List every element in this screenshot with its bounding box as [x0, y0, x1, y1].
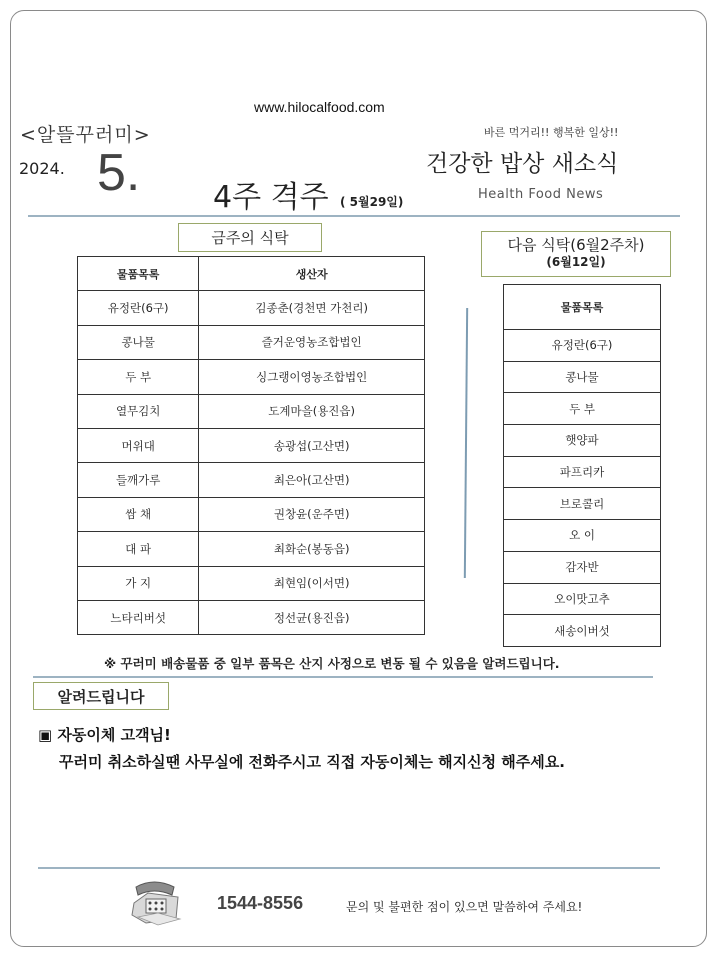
- this-week-table: [77, 256, 425, 635]
- table-row: [78, 497, 425, 531]
- next-week-date: (6월12일): [546, 255, 606, 269]
- table-header-row: [78, 257, 425, 291]
- item-cell: 느타리버섯: [78, 600, 199, 634]
- this-week-title: [178, 223, 322, 252]
- this-week-title-text: 금주의 식탁: [211, 229, 289, 247]
- producer-cell: 싱그랭이영농조합법인: [199, 360, 425, 394]
- slogan: 바른 먹거리!! 행복한 일상!!: [484, 126, 619, 139]
- item-cell: 콩나물: [504, 361, 661, 393]
- issue-date: ( 5월29일): [340, 195, 404, 209]
- item-cell: 브로콜리: [504, 488, 661, 520]
- brand-name: <알뜰꾸러미>: [20, 124, 151, 146]
- issue-month: 5.: [97, 144, 141, 202]
- producer-cell: 정선균(용진읍): [199, 600, 425, 634]
- table-row: [78, 463, 425, 497]
- table-row: [78, 600, 425, 634]
- table-row: [504, 520, 661, 552]
- item-cell: 대 파: [78, 532, 199, 566]
- column-header-producer: 생산자: [199, 257, 425, 291]
- producer-cell: 즐거운영농조합법인: [199, 325, 425, 359]
- contact-text: 문의 및 불편한 점이 있으면 말씀하여 주세요!: [346, 900, 583, 914]
- alert-message-heading: ▣ 자동이체 고객님!: [38, 726, 171, 744]
- table-row: [78, 360, 425, 394]
- item-cell: 오이맛고추: [504, 583, 661, 615]
- item-cell: 들깨가루: [78, 463, 199, 497]
- table-row: [78, 291, 425, 325]
- phone-number[interactable]: 1544-8556: [217, 893, 304, 913]
- item-cell: 감자반: [504, 551, 661, 583]
- next-week-table: [503, 284, 661, 647]
- next-week-title-text: 다음 식탁(6월2주차): [507, 236, 645, 254]
- footer-divider: [38, 867, 660, 869]
- table-row: [78, 532, 425, 566]
- producer-cell: 최화순(봉동읍): [199, 532, 425, 566]
- issue-week: 4주 격주: [213, 180, 329, 215]
- alert-message-body: 꾸러미 취소하실땐 사무실에 전화주시고 직접 자동이체는 해지신청 해주세요.: [59, 753, 565, 771]
- table-row: [504, 488, 661, 520]
- table-row: [504, 330, 661, 362]
- item-cell: 파프리카: [504, 456, 661, 488]
- item-cell: 가 지: [78, 566, 199, 600]
- producer-cell: 도계마을(용진읍): [199, 394, 425, 428]
- column-header-items: 물품목록: [78, 257, 199, 291]
- table-row: [78, 394, 425, 428]
- table-row: [78, 428, 425, 462]
- item-cell: 쌈 채: [78, 497, 199, 531]
- item-cell: 새송이버섯: [504, 615, 661, 647]
- table-row: [78, 566, 425, 600]
- notice-divider: [33, 676, 653, 678]
- issue-year: 2024.: [19, 159, 65, 178]
- item-cell: 오 이: [504, 520, 661, 552]
- producer-cell: 송광섭(고산면): [199, 428, 425, 462]
- item-cell: 열무김치: [78, 394, 199, 428]
- table-row: [78, 325, 425, 359]
- table-row: [504, 615, 661, 647]
- column-header-items: 물품목록: [504, 285, 661, 330]
- header-divider: [28, 215, 680, 217]
- table-row: [504, 551, 661, 583]
- item-cell: 두 부: [78, 360, 199, 394]
- table-row: [504, 393, 661, 425]
- table-row: [504, 456, 661, 488]
- item-cell: 유정란(6구): [504, 330, 661, 362]
- table-row: [504, 583, 661, 615]
- producer-cell: 권창윤(운주면): [199, 497, 425, 531]
- item-cell: 유정란(6구): [78, 291, 199, 325]
- table-header-row: [504, 285, 661, 330]
- table-row: [504, 361, 661, 393]
- item-cell: 콩나물: [78, 325, 199, 359]
- item-cell: 두 부: [504, 393, 661, 425]
- website-url[interactable]: www.hilocalfood.com: [254, 99, 385, 115]
- producer-cell: 김종춘(경천면 가천리): [199, 291, 425, 325]
- item-cell: 머위대: [78, 428, 199, 462]
- alert-title: 알려드립니다: [57, 687, 145, 706]
- supply-notice: ※ 꾸러미 배송물품 중 일부 품목은 산지 사정으로 변동 될 수 있음을 알려드립니다.: [104, 656, 560, 671]
- next-week-title: [481, 231, 671, 277]
- telephone-icon: [128, 873, 184, 927]
- producer-cell: 최현임(이서면): [199, 566, 425, 600]
- news-subtitle: Health Food News: [478, 187, 604, 202]
- alert-title-box: [33, 682, 169, 710]
- news-title: 건강한 밥상 새소식: [426, 151, 619, 177]
- producer-cell: 최은아(고산면): [199, 463, 425, 497]
- item-cell: 햇양파: [504, 425, 661, 457]
- table-row: [504, 425, 661, 457]
